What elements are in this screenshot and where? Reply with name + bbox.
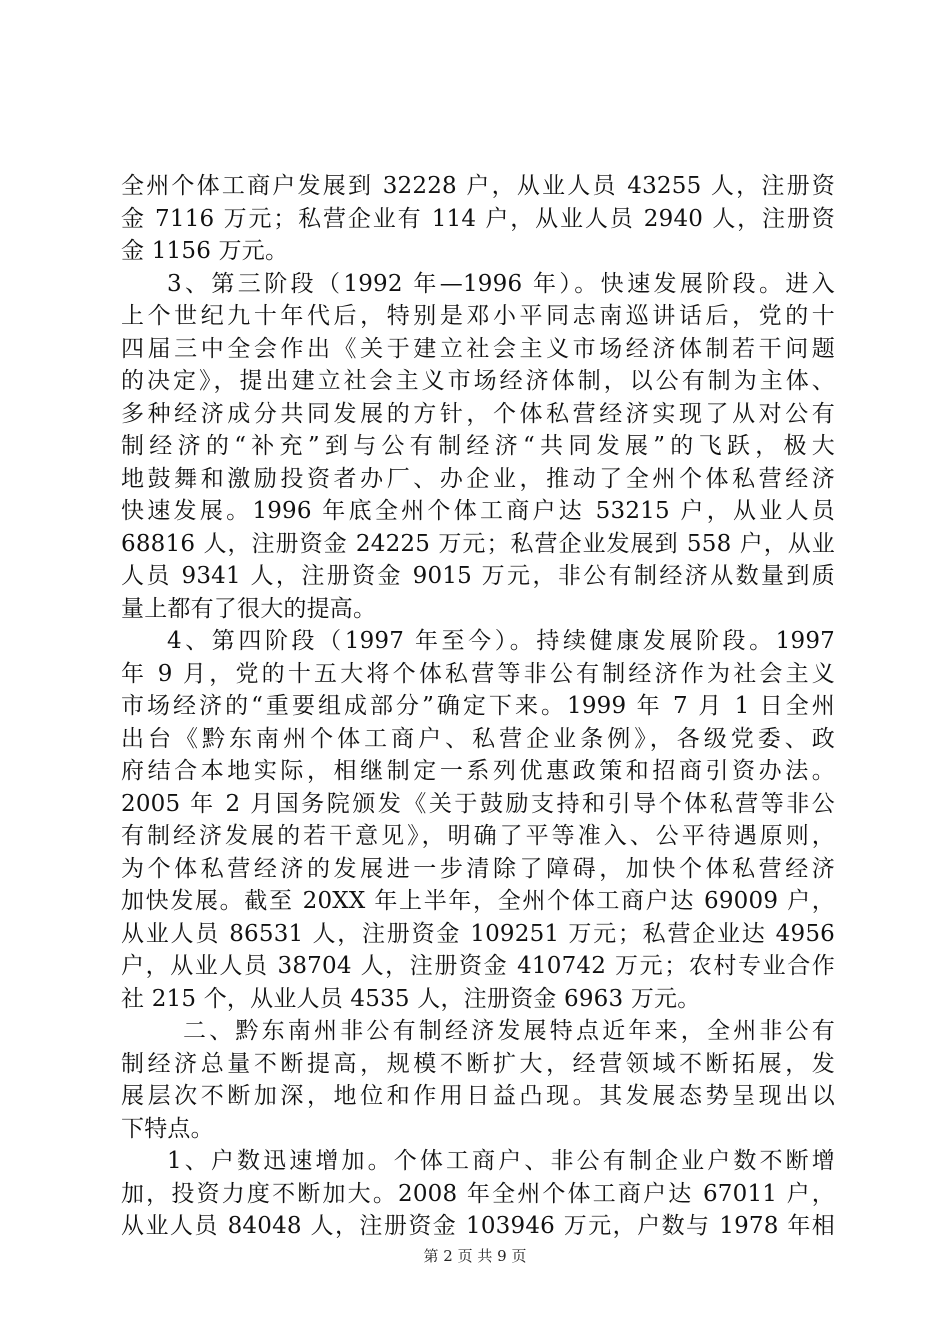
text-line: 快速发展。1996 年底全州个体工商户达 53215 户，从业人员: [121, 498, 835, 524]
text-line: 制经济总量不断提高，规模不断扩大，经营领域不断拓展，发: [121, 1050, 835, 1077]
text-line: 年 9 月，党的十五大将个体私营等非公有制经济作为社会主义: [121, 660, 835, 687]
text-line: 户，从业人员 38704 人，注册资金 410742 万元；农村专业合作: [121, 953, 835, 979]
text-line: 的决定》，提出建立社会主义市场经济体制，以公有制为主体、: [121, 368, 835, 394]
text-line: 府结合本地实际，相继制定一系列优惠政策和招商引资办法。: [121, 758, 835, 784]
text-line: 出台《黔东南州个体工商户、私营企业条例》，各级党委、政: [121, 725, 835, 752]
text-line: 上个世纪九十年代后，特别是邓小平同志南巡讲话后，党的十: [121, 303, 835, 329]
paragraph-start-line: 二、黔东南州非公有制经济发展特点近年来，全州非公有: [183, 1018, 835, 1044]
page-number-footer: 第 2 页 共 9 页: [423, 1247, 527, 1265]
text-line: 加快发展。截至 20XX 年上半年，全州个体工商户达 69009 户，: [121, 888, 835, 914]
paragraph-start-line: 1、户数迅速增加。个体工商户、非公有制企业户数不断增: [167, 1148, 835, 1174]
text-line: 多种经济成分共同发展的方针，个体私营经济实现了从对公有: [121, 400, 835, 427]
paragraph-start-line: 3、第三阶段（1992 年—1996 年）。快速发展阶段。进入: [167, 270, 835, 297]
text-line: 地鼓舞和激励投资者办厂、办企业，推动了全州个体私营经济: [121, 465, 835, 492]
text-line: 从业人员 84048 人，注册资金 103946 万元，户数与 1978 年相: [121, 1213, 835, 1239]
text-line: 量上都有了很大的提高。: [121, 595, 377, 622]
document-body: [121, 170, 835, 1243]
paragraph-start-line: 4、第四阶段（1997 年至今）。持续健康发展阶段。1997: [167, 628, 835, 654]
text-line: 社 215 个，从业人员 4535 人，注册资金 6963 万元。: [121, 985, 701, 1012]
text-line: 市场经济的“重要组成部分”确定下来。1999 年 7 月 1 日全州: [121, 693, 835, 719]
text-line: 四届三中全会作出《关于建立社会主义市场经济体制若干问题: [121, 335, 835, 362]
text-line: 从业人员 86531 人，注册资金 109251 万元；私营企业达 4956: [121, 920, 835, 947]
text-line: 为个体私营经济的发展进一步清除了障碍，加快个体私营经济: [121, 855, 835, 882]
text-line: 金 7116 万元；私营企业有 114 户，从业人员 2940 人，注册资: [121, 205, 835, 232]
text-line: 人员 9341 人，注册资金 9015 万元，非公有制经济从数量到质: [121, 563, 835, 589]
text-line: 有制经济发展的若干意见》，明确了平等准入、公平待遇原则，: [121, 823, 835, 849]
text-line: 下特点。: [121, 1115, 214, 1142]
text-line: 2005 年 2 月国务院颁发《关于鼓励支持和引导个体私营等非公: [121, 790, 835, 817]
text-line: 金 1156 万元。: [121, 238, 289, 264]
text-line: 全州个体工商户发展到 32228 户，从业人员 43255 人，注册资: [121, 173, 835, 199]
text-line: 制经济的“补充”到与公有制经济“共同发展”的飞跃，极大: [121, 433, 835, 459]
text-line: 加，投资力度不断加大。2008 年全州个体工商户达 67011 户，: [121, 1180, 835, 1207]
text-line: 展层次不断加深，地位和作用日益凸现。其发展态势呈现出以: [121, 1083, 835, 1109]
text-line: 68816 人，注册资金 24225 万元；私营企业发展到 558 户，从业: [121, 530, 835, 557]
